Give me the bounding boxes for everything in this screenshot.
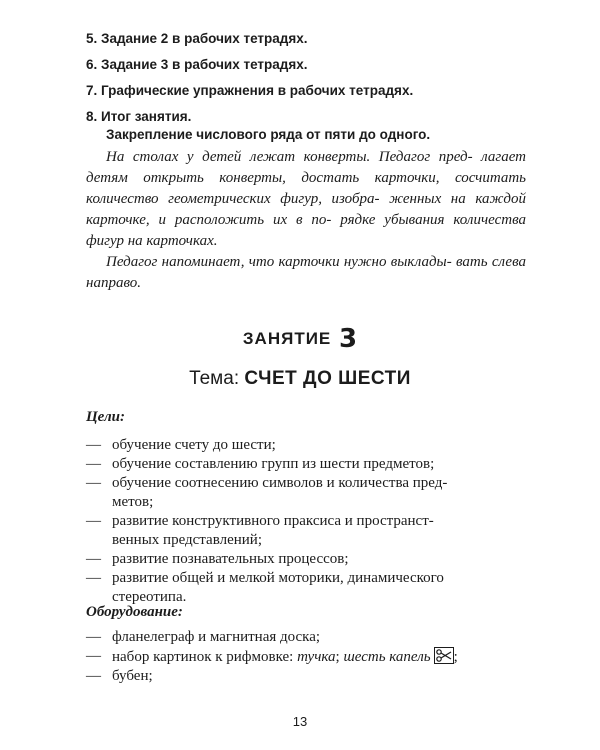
equipment-list: [86, 628, 516, 686]
instruction-paragraph: [86, 252, 526, 294]
theme-heading: [0, 368, 600, 390]
task-item-6: 6. Задание 3 в рабочих тетрадях.: [86, 57, 308, 72]
goals-title: Цели:: [86, 409, 125, 425]
separator: ;: [335, 649, 344, 665]
equipment-text-prefix: набор картинок к рифмовке:: [112, 649, 298, 665]
task-list: [86, 30, 526, 152]
list-dash: —: [86, 570, 101, 586]
goal-item: [86, 569, 516, 607]
goal-text: развитие общей и мелкой моторики, динамического: [112, 570, 444, 586]
goal-text-continued: стереотипа.: [112, 589, 187, 605]
goal-item: [86, 436, 516, 455]
list-dash: —: [86, 648, 101, 664]
goal-item: [86, 512, 516, 550]
goal-text: обучение счету до шести;: [112, 437, 276, 453]
equipment-item: [86, 647, 516, 667]
equipment-item: [86, 667, 516, 686]
instruction-line: лагает детям открыть конверты, достать карточки,: [86, 149, 526, 186]
goal-text-continued: венных представлений;: [112, 532, 262, 548]
theme-title: СЧЕТ ДО ШЕСТИ: [244, 368, 411, 389]
lesson-heading: [0, 324, 600, 354]
instruction-line: Педагог напоминает, что карточки нужно выклады-: [106, 254, 452, 270]
goal-text-continued: метов;: [112, 494, 154, 510]
list-dash: —: [86, 437, 101, 453]
instruction-paragraph: [86, 147, 526, 252]
equipment-title: Оборудование:: [86, 604, 183, 620]
page-number: 13: [292, 714, 308, 729]
task-item-5: 5. Задание 2 в рабочих тетрадях.: [86, 31, 308, 46]
list-dash: —: [86, 475, 101, 491]
list-dash: —: [86, 668, 101, 684]
list-dash: —: [86, 551, 101, 567]
equipment-text: фланелеграф и магнитная доска;: [112, 629, 321, 645]
goal-item: [86, 550, 516, 569]
rhyme-word-tuchka: тучка: [297, 649, 336, 665]
equipment-text: [112, 647, 516, 667]
goal-text: обучение соотнесению символов и количества пред-: [112, 475, 448, 491]
goal-text: обучение составлению групп из шести предметов;: [112, 456, 435, 472]
task-item-8: [86, 108, 526, 144]
goals-list: [86, 436, 516, 607]
lesson-label: ЗАНЯТИЕ: [242, 329, 332, 348]
list-dash: —: [86, 513, 101, 529]
list-dash: —: [86, 629, 101, 645]
instruction-text: [86, 147, 526, 294]
scissors-icon-graphic: [436, 649, 452, 662]
goal-text: развитие конструктивного праксиса и пространст-: [112, 513, 434, 529]
goal-item: [86, 474, 516, 512]
task-item-8-title: 8. Итог занятия.: [86, 109, 192, 124]
goal-text: развитие познавательных процессов;: [112, 551, 349, 567]
equipment-text-suffix: ;: [453, 649, 458, 665]
instruction-line: вать слева направо.: [86, 254, 526, 291]
instruction-line: сосчитать количество геометрических фигур, изобра-: [86, 170, 527, 207]
task-item-7: 7. Графические упражнения в рабочих тетрадях.: [86, 83, 414, 98]
lesson-number: 3: [339, 324, 358, 354]
goal-item: [86, 455, 516, 474]
task-item-8-subtitle: Закрепление числового ряда от пяти до одного.: [106, 127, 431, 142]
list-dash: —: [86, 456, 101, 472]
equipment-item: [86, 628, 516, 647]
instruction-line: На столах у детей лежат конверты. Педагог пред-: [106, 149, 473, 165]
instruction-line: женных на каждой карточке, и расположить их в по-: [86, 191, 526, 228]
instruction-line: рядке убывания количества фигур на карточках.: [86, 212, 526, 249]
rhyme-word-kapel: шесть капель: [343, 649, 431, 665]
equipment-text: бубен;: [112, 668, 153, 684]
theme-prefix: Тема:: [189, 368, 240, 389]
scissors-icon: [434, 647, 454, 664]
